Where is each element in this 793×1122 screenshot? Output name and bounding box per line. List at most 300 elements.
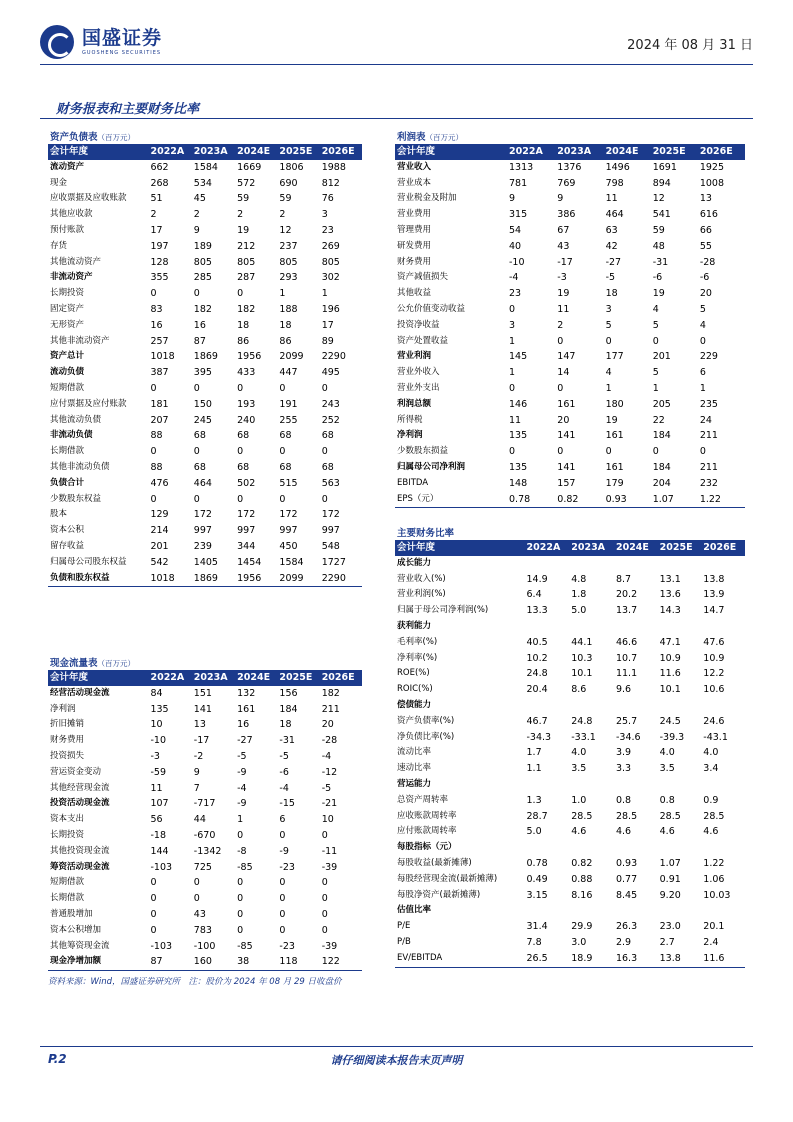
table-row bbox=[48, 444, 362, 460]
section-divider bbox=[40, 118, 753, 119]
table-row bbox=[48, 302, 362, 318]
row-value: 572 bbox=[237, 177, 256, 189]
header-year: 2023A bbox=[557, 146, 592, 157]
row-value: 245 bbox=[193, 414, 212, 426]
income-statement-table bbox=[395, 144, 745, 508]
row-label: 净利润 bbox=[397, 430, 423, 441]
row-value: 184 bbox=[279, 703, 298, 715]
row-value: 11.6 bbox=[659, 668, 681, 680]
row-value: 151 bbox=[193, 687, 212, 699]
row-value: 25.7 bbox=[615, 715, 638, 727]
table-header-row bbox=[395, 144, 745, 160]
table-row bbox=[395, 730, 745, 746]
row-value: -31 bbox=[652, 256, 669, 268]
table-row bbox=[48, 223, 362, 239]
row-value: 0.93 bbox=[615, 857, 638, 869]
row-value: 43 bbox=[193, 908, 206, 920]
row-value: 201 bbox=[652, 351, 671, 363]
table-row bbox=[395, 714, 745, 730]
row-value: 18 bbox=[605, 288, 618, 300]
table-row bbox=[395, 365, 745, 381]
table-row bbox=[395, 809, 745, 825]
table-row bbox=[48, 397, 362, 413]
row-label: 利润总额 bbox=[397, 398, 432, 409]
row-value: 0 bbox=[193, 877, 200, 889]
balance-sheet-table bbox=[48, 144, 362, 587]
row-value: 1 bbox=[509, 367, 516, 379]
row-value: 68 bbox=[237, 430, 250, 442]
row-value: 0 bbox=[321, 446, 328, 458]
row-value: 1.22 bbox=[699, 493, 721, 505]
row-value: 9.6 bbox=[615, 684, 632, 696]
row-value: 725 bbox=[193, 861, 212, 873]
row-value: 1584 bbox=[193, 161, 218, 173]
row-value bbox=[658, 698, 702, 714]
row-label: 营业利润 bbox=[397, 351, 432, 362]
row-value: 24 bbox=[699, 414, 712, 426]
row-value: 0 bbox=[279, 877, 286, 889]
row-label: 投资损失 bbox=[50, 750, 85, 761]
row-value: 10 bbox=[150, 719, 163, 731]
row-label: 营业收入(%) bbox=[397, 573, 446, 584]
row-value: -34.3 bbox=[526, 731, 552, 743]
row-value: 59 bbox=[237, 193, 250, 205]
row-value: 204 bbox=[652, 477, 671, 489]
row-value: 0 bbox=[509, 303, 516, 315]
row-value: 9 bbox=[557, 193, 564, 205]
row-value: 16 bbox=[193, 319, 206, 331]
row-label: 资产负债率(%) bbox=[397, 715, 455, 726]
row-value: 86 bbox=[279, 335, 292, 347]
row-label: 长期借款 bbox=[50, 893, 85, 904]
table-row bbox=[395, 888, 745, 904]
row-value bbox=[569, 556, 614, 572]
row-value: 6 bbox=[279, 814, 286, 826]
row-value: -6 bbox=[699, 272, 710, 284]
row-label: 每股指标（元） bbox=[397, 842, 457, 853]
row-value: 40 bbox=[509, 240, 522, 252]
row-value: 433 bbox=[237, 367, 256, 379]
row-value: 269 bbox=[321, 240, 340, 252]
row-value: 0 bbox=[193, 893, 200, 905]
row-value: -27 bbox=[605, 256, 622, 268]
row-value: -100 bbox=[193, 940, 216, 952]
row-label: 成长能力 bbox=[397, 557, 432, 568]
row-value: -103 bbox=[150, 940, 173, 952]
table-row bbox=[48, 812, 362, 828]
table-row bbox=[48, 891, 362, 907]
table-row bbox=[395, 793, 745, 809]
row-value: 68 bbox=[279, 430, 292, 442]
row-value: 495 bbox=[321, 367, 340, 379]
row-value: 46.7 bbox=[526, 715, 548, 727]
row-value bbox=[614, 698, 658, 714]
row-value: -34.6 bbox=[615, 731, 641, 743]
row-value: 19 bbox=[652, 288, 665, 300]
row-value: 464 bbox=[605, 209, 624, 221]
row-value: 0 bbox=[321, 829, 328, 841]
row-value: 135 bbox=[509, 461, 528, 473]
row-value: 182 bbox=[237, 303, 256, 315]
row-label: 流动比率 bbox=[397, 747, 432, 758]
row-value: 89 bbox=[321, 335, 334, 347]
header-year: 2026E bbox=[703, 542, 737, 553]
row-value: 0 bbox=[321, 893, 328, 905]
row-value: 0 bbox=[150, 893, 157, 905]
row-value: -717 bbox=[193, 798, 216, 810]
table-row bbox=[395, 856, 745, 872]
row-value: 781 bbox=[509, 177, 528, 189]
row-value: 54 bbox=[509, 224, 522, 236]
table-row bbox=[395, 951, 745, 967]
row-value: 0 bbox=[237, 893, 244, 905]
row-value bbox=[658, 619, 702, 635]
row-value: 10.6 bbox=[703, 684, 725, 696]
row-label: 其他非流动负债 bbox=[50, 461, 110, 472]
row-label: 其他流动资产 bbox=[50, 256, 102, 267]
row-value: 1.3 bbox=[526, 794, 542, 806]
row-value: 1.06 bbox=[703, 873, 725, 885]
row-value: 1 bbox=[279, 288, 286, 300]
row-value: 3.9 bbox=[615, 747, 632, 759]
row-value: 8.45 bbox=[615, 889, 638, 901]
row-value: -12 bbox=[321, 766, 338, 778]
row-label: 少数股东权益 bbox=[50, 493, 102, 504]
row-value bbox=[569, 777, 614, 793]
row-label: 折旧摊销 bbox=[50, 719, 85, 730]
row-label: 偿债能力 bbox=[397, 699, 432, 710]
table-row bbox=[48, 686, 362, 702]
financial-ratios-table bbox=[395, 540, 745, 968]
row-value: 0 bbox=[699, 335, 706, 347]
header-label: 会计年度 bbox=[50, 672, 89, 683]
row-label: 应付账款周转率 bbox=[397, 826, 457, 837]
table-row bbox=[395, 777, 745, 793]
row-value: 0 bbox=[237, 829, 244, 841]
row-value: 3 bbox=[509, 319, 516, 331]
ratios-title: 主要财务比率 bbox=[397, 528, 455, 539]
row-value: 211 bbox=[699, 461, 718, 473]
row-value: 83 bbox=[150, 303, 163, 315]
row-value: -4 bbox=[279, 782, 289, 794]
row-value: 1584 bbox=[279, 556, 304, 568]
row-value: 0.78 bbox=[526, 857, 548, 869]
row-value: 1018 bbox=[150, 351, 175, 363]
row-value: 0 bbox=[237, 908, 244, 920]
row-value: 302 bbox=[321, 272, 340, 284]
row-value: 1806 bbox=[279, 161, 304, 173]
row-value: -43.1 bbox=[703, 731, 728, 743]
row-value: 1 bbox=[652, 382, 659, 394]
row-value: 0.8 bbox=[615, 794, 632, 806]
row-value: 0 bbox=[237, 924, 244, 936]
row-value: 0.82 bbox=[557, 493, 579, 505]
row-value: 16.3 bbox=[615, 952, 638, 964]
row-value: 18.9 bbox=[571, 952, 593, 964]
row-value: 67 bbox=[557, 224, 570, 236]
row-value: 476 bbox=[150, 477, 169, 489]
row-label: 营运资金变动 bbox=[50, 766, 102, 777]
row-value: 0 bbox=[557, 446, 564, 458]
row-value: 1988 bbox=[321, 161, 346, 173]
row-value: 1405 bbox=[193, 556, 218, 568]
row-value: 68 bbox=[321, 430, 334, 442]
row-value: 12 bbox=[279, 224, 292, 236]
table-row bbox=[395, 428, 745, 444]
row-value: 20.1 bbox=[703, 921, 725, 933]
row-value: 5 bbox=[652, 319, 659, 331]
row-value: -4 bbox=[321, 750, 332, 762]
row-value: 285 bbox=[193, 272, 212, 284]
table-row bbox=[48, 270, 362, 286]
header-divider bbox=[40, 64, 753, 65]
row-value: 563 bbox=[321, 477, 340, 489]
row-value: 2 bbox=[279, 209, 286, 221]
row-value: 0 bbox=[237, 288, 244, 300]
row-value bbox=[614, 840, 658, 856]
row-value: -39 bbox=[321, 861, 338, 873]
row-value: 2099 bbox=[279, 572, 304, 584]
row-value: 798 bbox=[605, 177, 624, 189]
row-value: 86 bbox=[237, 335, 250, 347]
row-value: 997 bbox=[237, 525, 256, 537]
row-value: -670 bbox=[193, 829, 216, 841]
row-value: 9 bbox=[193, 766, 200, 778]
row-value: 287 bbox=[237, 272, 256, 284]
table-header-row bbox=[48, 670, 362, 686]
row-value bbox=[701, 698, 745, 714]
row-value bbox=[525, 840, 570, 856]
row-value: 0 bbox=[279, 382, 286, 394]
row-value: 2290 bbox=[321, 572, 346, 584]
table-row bbox=[48, 413, 362, 429]
table-row bbox=[395, 302, 745, 318]
row-value: 1691 bbox=[652, 161, 677, 173]
row-value: 0.82 bbox=[571, 857, 593, 869]
row-value: 18 bbox=[279, 719, 292, 731]
row-label: ROE(%) bbox=[397, 668, 430, 679]
row-value: 24.6 bbox=[703, 715, 725, 727]
table-row bbox=[48, 476, 362, 492]
row-label: 应收账款周转率 bbox=[397, 810, 457, 821]
row-value: 17 bbox=[321, 319, 334, 331]
row-value: 14.3 bbox=[659, 605, 681, 617]
row-value: 26.5 bbox=[526, 952, 548, 964]
table-row bbox=[48, 255, 362, 271]
row-value: 18 bbox=[237, 319, 250, 331]
row-value: 769 bbox=[557, 177, 576, 189]
row-label: 净利润 bbox=[50, 703, 76, 714]
row-value: 66 bbox=[699, 224, 712, 236]
row-label: 应付票据及应付账款 bbox=[50, 398, 127, 409]
table-row bbox=[48, 875, 362, 891]
row-value: 0 bbox=[150, 382, 157, 394]
row-value: -23 bbox=[279, 861, 295, 873]
header-year: 2023A bbox=[193, 146, 228, 157]
row-value: 616 bbox=[699, 209, 718, 221]
table-row bbox=[395, 286, 745, 302]
row-value: -1342 bbox=[193, 845, 222, 857]
table-row bbox=[48, 176, 362, 192]
row-value: 0 bbox=[193, 493, 200, 505]
row-label: 财务费用 bbox=[397, 256, 432, 267]
row-value: 4.8 bbox=[571, 573, 587, 585]
row-value: -6 bbox=[652, 272, 663, 284]
row-label: 无形资产 bbox=[50, 319, 85, 330]
table-row bbox=[48, 349, 362, 365]
row-label: 资产处置收益 bbox=[397, 335, 449, 346]
row-value: 188 bbox=[279, 303, 298, 315]
table-row bbox=[395, 935, 745, 951]
row-value bbox=[525, 777, 570, 793]
row-value: 118 bbox=[279, 956, 298, 968]
row-value: 2290 bbox=[321, 351, 346, 363]
row-value: 0 bbox=[652, 446, 659, 458]
row-value: 0 bbox=[509, 382, 516, 394]
row-value: -10 bbox=[150, 735, 166, 747]
row-value: 5 bbox=[605, 319, 612, 331]
row-value: 10 bbox=[321, 814, 334, 826]
row-value: 19 bbox=[605, 414, 618, 426]
row-value: 11 bbox=[150, 782, 163, 794]
row-value: 5 bbox=[699, 303, 706, 315]
row-value: 4.0 bbox=[703, 747, 719, 759]
row-value: 87 bbox=[150, 956, 163, 968]
row-value: -9 bbox=[237, 798, 247, 810]
table-row bbox=[395, 476, 745, 492]
row-value: -5 bbox=[279, 750, 289, 762]
row-value: 7.8 bbox=[526, 936, 542, 948]
table-row bbox=[48, 796, 362, 812]
row-value: 4 bbox=[605, 367, 612, 379]
row-value: 179 bbox=[605, 477, 624, 489]
row-value: 24.8 bbox=[571, 715, 593, 727]
row-value bbox=[569, 840, 614, 856]
table-row bbox=[48, 334, 362, 350]
header-year: 2024E bbox=[605, 146, 639, 157]
row-value: 43 bbox=[557, 240, 570, 252]
row-label: 长期投资 bbox=[50, 288, 85, 299]
row-label: 其他收益 bbox=[397, 288, 432, 299]
table-row bbox=[48, 160, 362, 176]
row-label: 资产减值损失 bbox=[397, 272, 449, 283]
row-value: 0 bbox=[321, 493, 328, 505]
row-value: -28 bbox=[321, 735, 338, 747]
row-label: 每股净资产(最新摊薄) bbox=[397, 889, 481, 900]
row-label: 短期借款 bbox=[50, 382, 85, 393]
row-value: -85 bbox=[237, 940, 253, 952]
row-value: 1956 bbox=[237, 351, 262, 363]
table-row bbox=[395, 666, 745, 682]
table-row bbox=[48, 844, 362, 860]
row-value bbox=[525, 556, 570, 572]
row-value: 181 bbox=[150, 398, 169, 410]
row-value: 6 bbox=[699, 367, 706, 379]
table-row bbox=[395, 682, 745, 698]
row-label: 负债和股东权益 bbox=[50, 572, 110, 583]
row-value: 144 bbox=[150, 845, 169, 857]
row-value: 8.7 bbox=[615, 573, 632, 585]
row-value: 0 bbox=[150, 924, 157, 936]
row-value: 812 bbox=[321, 177, 340, 189]
table-row bbox=[48, 749, 362, 765]
row-value: 1925 bbox=[699, 161, 724, 173]
row-value: 7 bbox=[193, 782, 200, 794]
header-label: 会计年度 bbox=[50, 146, 89, 157]
row-value: 13.8 bbox=[703, 573, 725, 585]
row-value: 4.0 bbox=[659, 747, 675, 759]
row-value: 4 bbox=[699, 319, 706, 331]
row-label: ROIC(%) bbox=[397, 684, 433, 695]
row-value: 0 bbox=[150, 446, 157, 458]
row-label: 所得税 bbox=[397, 414, 423, 425]
table-row bbox=[395, 492, 745, 508]
row-value: 9.20 bbox=[659, 889, 681, 901]
table-row bbox=[48, 507, 362, 523]
row-value: 20.4 bbox=[526, 684, 548, 696]
row-value bbox=[614, 903, 658, 919]
row-value bbox=[701, 840, 745, 856]
row-label: 公允价值变动收益 bbox=[397, 303, 466, 314]
row-value: 0 bbox=[557, 382, 564, 394]
row-value: 122 bbox=[321, 956, 340, 968]
header-year: 2024E bbox=[237, 146, 271, 157]
row-value: 24.8 bbox=[526, 668, 548, 680]
row-value bbox=[701, 619, 745, 635]
table-row bbox=[395, 444, 745, 460]
row-value: -8 bbox=[237, 845, 247, 857]
row-value: 44 bbox=[193, 814, 206, 826]
row-value: 48 bbox=[652, 240, 665, 252]
row-value: 1727 bbox=[321, 556, 346, 568]
table-row bbox=[395, 761, 745, 777]
table-row bbox=[395, 413, 745, 429]
row-value: 243 bbox=[321, 398, 340, 410]
header-year: 2023A bbox=[571, 542, 606, 553]
row-label: 资产总计 bbox=[50, 351, 85, 362]
row-value: 19 bbox=[237, 224, 250, 236]
row-value: 805 bbox=[279, 256, 298, 268]
table-row bbox=[48, 191, 362, 207]
row-value: 197 bbox=[150, 240, 169, 252]
row-value: 13 bbox=[699, 193, 712, 205]
row-value: 150 bbox=[193, 398, 212, 410]
row-value: 0 bbox=[321, 908, 328, 920]
row-value: 23 bbox=[509, 288, 522, 300]
row-value: 172 bbox=[237, 509, 256, 521]
row-value: 690 bbox=[279, 177, 298, 189]
row-value: 214 bbox=[150, 525, 169, 537]
row-label: 净负债比率(%) bbox=[397, 731, 455, 742]
table-row bbox=[48, 860, 362, 876]
row-label: 总资产周转率 bbox=[397, 794, 449, 805]
row-value: 23 bbox=[321, 224, 334, 236]
header-year: 2024E bbox=[615, 542, 649, 553]
header-year: 2023A bbox=[193, 672, 228, 683]
row-label: 营业收入 bbox=[397, 161, 432, 172]
row-value: 11.6 bbox=[703, 952, 725, 964]
row-value: 293 bbox=[279, 272, 298, 284]
row-value: 189 bbox=[193, 240, 212, 252]
row-value: 29.9 bbox=[571, 921, 593, 933]
row-value: 0.8 bbox=[659, 794, 675, 806]
row-value: 26.3 bbox=[615, 921, 638, 933]
row-value: 1454 bbox=[237, 556, 262, 568]
table-row bbox=[48, 733, 362, 749]
row-label: 速动比率 bbox=[397, 763, 432, 774]
row-value: 0 bbox=[279, 493, 286, 505]
row-label: 每股收益(最新摊薄) bbox=[397, 857, 472, 868]
